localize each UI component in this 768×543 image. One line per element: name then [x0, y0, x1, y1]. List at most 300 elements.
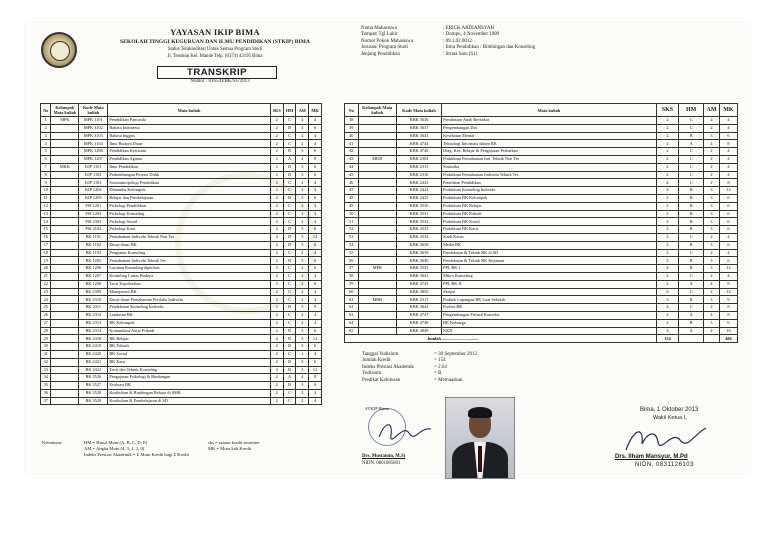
cell-group [51, 382, 79, 390]
cell-no: 30 [41, 343, 51, 351]
cell-sks: 4 [656, 265, 679, 273]
cell-hm: C [283, 132, 296, 140]
cell-mk: 16 [719, 327, 737, 335]
table-row [41, 265, 322, 273]
table-row [41, 124, 322, 132]
student-info-value: : Dompu, 4 November 1989 [443, 32, 500, 38]
cell-no: 14 [41, 218, 51, 226]
cell-name: BK Belajar [108, 335, 271, 343]
cell-code: BK 1102 [79, 241, 108, 249]
table-row [41, 374, 322, 382]
cell-code: KIP 1205 [79, 194, 108, 202]
cell-code: KBK 2317 [396, 296, 441, 304]
cell-am: 2 [296, 132, 309, 140]
cell-hm: C [283, 272, 296, 280]
cell-mk: 6 [309, 163, 322, 171]
cell-am: 2 [296, 187, 309, 195]
cell-hm: C [679, 124, 704, 132]
cell-code: KBK 4747 [396, 311, 441, 319]
cell-am: 3 [704, 296, 720, 304]
cell-hm: C [283, 265, 296, 273]
cell-am: 3 [296, 382, 309, 390]
cell-name: Pemahaman Individu Teknik Tes [108, 257, 271, 265]
header-course: Mata kuliah [442, 104, 657, 117]
cell-no: 59 [345, 280, 359, 288]
cell-am: 3 [296, 257, 309, 265]
cell-hm: B [679, 257, 704, 265]
cell-mk: 8 [309, 374, 322, 382]
cell-am: 3 [704, 187, 720, 195]
cell-am: 3 [704, 194, 720, 202]
header-course: Mata kuliah [108, 104, 271, 117]
cell-am: 3 [296, 358, 309, 366]
cell-group [51, 179, 79, 187]
cell-mk: 8 [719, 179, 737, 187]
cell-sks: 4 [270, 366, 283, 374]
cell-mk: 6 [309, 382, 322, 390]
cell-hm: C [283, 397, 296, 405]
cell-mk: 6 [309, 343, 322, 351]
cell-mk: 6 [719, 319, 737, 327]
cell-hm: B [283, 343, 296, 351]
cell-hm: B [283, 233, 296, 241]
cell-code: MPK 1102 [79, 124, 108, 132]
cell-am: 3 [704, 319, 720, 327]
cell-mk: 6 [719, 132, 737, 140]
cell-mk: 6 [309, 327, 322, 335]
student-info-value: : Strata Satu (S1) [443, 51, 478, 57]
cell-sks: 2 [270, 163, 283, 171]
cell-group [51, 155, 79, 163]
cell-sks: 2 [270, 257, 283, 265]
cell-name: Kurikulum & Bimbingan Belajar di SMK [108, 389, 271, 397]
cell-hm: C [679, 304, 704, 312]
left-signer-title: STKIP Bima [365, 406, 389, 411]
cell-no: 45 [345, 171, 359, 179]
header-sks: SKS [656, 104, 679, 117]
cell-group [51, 194, 79, 202]
table-row [345, 202, 738, 210]
cell-sks: 2 [270, 117, 283, 125]
cell-am: 2 [296, 280, 309, 288]
table-row [41, 117, 322, 125]
header-group: Kelompok Mata kuliah [51, 104, 79, 117]
cell-mk: 4 [309, 311, 322, 319]
cell-code: KIP 1101 [79, 163, 108, 171]
total-label: Jumlah .................................. [345, 335, 657, 343]
cell-code: BK 1101 [79, 233, 108, 241]
cell-hm: C [283, 319, 296, 327]
cell-group [358, 124, 396, 132]
cell-no: 23 [41, 288, 51, 296]
cell-sks: 2 [270, 171, 283, 179]
cell-hm: C [283, 218, 296, 226]
cell-name: Dasar-dasar Pemahaman Perilaku Individu [108, 296, 271, 304]
cell-group [358, 272, 396, 280]
table-row [41, 148, 322, 156]
right-signer-nidn: NIDN. 0831126103 [635, 462, 694, 468]
cell-sks: 2 [656, 210, 679, 218]
cell-hm: B [679, 296, 704, 304]
cell-hm: C [679, 179, 704, 187]
cell-group [51, 187, 79, 195]
cell-no: 50 [345, 210, 359, 218]
cell-hm: C [283, 140, 296, 148]
cell-hm: C [679, 171, 704, 179]
cell-no: 49 [345, 202, 359, 210]
table-row [41, 327, 322, 335]
table-row [41, 311, 322, 319]
cell-am: 3 [296, 241, 309, 249]
table-row [345, 194, 738, 202]
cell-sks: 2 [270, 249, 283, 257]
cell-sks: 2 [270, 350, 283, 358]
table-row [345, 304, 738, 312]
cell-code: BK 2309 [79, 288, 108, 296]
cell-sks: 2 [270, 288, 283, 296]
cell-code: KBK 3535 [396, 265, 441, 273]
cell-no: 29 [41, 335, 51, 343]
cell-hm: A [283, 155, 296, 163]
cell-name: Statistika [442, 163, 657, 171]
cell-am: 2 [296, 202, 309, 210]
cell-no: 60 [345, 288, 359, 296]
cell-code: KBK 3642 [396, 304, 441, 312]
cell-group [51, 210, 79, 218]
table-row [41, 319, 322, 327]
cell-group [51, 350, 79, 358]
table-row [41, 140, 322, 148]
cell-no: 19 [41, 257, 51, 265]
header-no: No [345, 104, 359, 117]
cell-am: 2 [704, 249, 720, 257]
cell-sks: 4 [656, 187, 679, 195]
cell-hm: B [679, 319, 704, 327]
cell-name: BK Sosial [108, 350, 271, 358]
cell-name: Pendidikan Kewiraan [108, 148, 271, 156]
cell-group [358, 226, 396, 234]
cell-name: BK Kelompok [108, 319, 271, 327]
cell-am: 2 [296, 249, 309, 257]
cell-hm: B [679, 226, 704, 234]
cell-am: 3 [704, 257, 720, 265]
cell-sks: 2 [270, 179, 283, 187]
cell-mk: 4 [309, 187, 322, 195]
header-am: AM [296, 104, 309, 117]
cell-code: BK 2313 [79, 319, 108, 327]
cell-name: Psikologi Sosial [108, 218, 271, 226]
legend-item: AM = Angka Mutu (4, 3, 2, 1, 0) [84, 446, 145, 451]
cell-no: 53 [345, 233, 359, 241]
table-row [41, 350, 322, 358]
cell-sks: 2 [270, 296, 283, 304]
cell-sks: 3 [270, 265, 283, 273]
table-row [41, 179, 322, 187]
cell-group [358, 171, 396, 179]
cell-sks: 2 [656, 132, 679, 140]
cell-hm: B [283, 124, 296, 132]
cell-mk: 8 [719, 304, 737, 312]
cell-mk: 4 [719, 272, 737, 280]
summary-label: Indeks Prestasi Akademik [362, 364, 414, 370]
cell-no: 54 [345, 241, 359, 249]
cell-hm: B [283, 171, 296, 179]
cell-name: Praktikum BK Kelompok [442, 194, 657, 202]
table-row [41, 257, 322, 265]
cell-code: KBK 3639 [396, 249, 441, 257]
cell-am: 3 [704, 210, 720, 218]
cell-name: Ilmu Pendidikan [108, 163, 271, 171]
cell-sks: 4 [270, 233, 283, 241]
cell-code: MPK 1101 [79, 117, 108, 125]
table-row [345, 179, 738, 187]
cell-name: Konseling Lintas Budaya [108, 272, 271, 280]
cell-sks: 2 [656, 226, 679, 234]
cell-sks: 2 [270, 343, 283, 351]
table-row [345, 124, 738, 132]
cell-am: 3 [296, 171, 309, 179]
cell-hm: A [679, 140, 704, 148]
school-name: SEKOLAH TINGGI KEGURUAN DAN ILMU PENDIDIKAN (STKIP) BIMA [120, 39, 310, 45]
student-info-label: Nama Mahasiswa [361, 26, 397, 31]
table-row [345, 280, 738, 288]
cell-name: Dasar-dasar BK [108, 241, 271, 249]
table-row [345, 241, 738, 249]
cell-code: KBK 2425 [396, 194, 441, 202]
cell-am: 3 [704, 265, 720, 273]
cell-hm: B [679, 194, 704, 202]
cell-hm: B [283, 358, 296, 366]
cell-group [51, 171, 79, 179]
cell-name: Pendekatan & Teknik BK di SD [442, 249, 657, 257]
cell-code: BK 2311 [79, 304, 108, 312]
table-row [41, 366, 322, 374]
cell-group [358, 241, 396, 249]
cell-hm: C [679, 163, 704, 171]
table-row [345, 249, 738, 257]
cell-sks: 2 [656, 163, 679, 171]
cell-am: 3 [704, 218, 720, 226]
cell-sks: 2 [270, 389, 283, 397]
cell-no: 26 [41, 311, 51, 319]
table-row [345, 132, 738, 140]
cell-code: KBK 3533 [396, 226, 441, 234]
cell-sks: 2 [270, 140, 283, 148]
cell-no: 42 [345, 148, 359, 156]
cell-no: 38 [345, 117, 359, 125]
cell-group [358, 249, 396, 257]
cell-group [358, 327, 396, 335]
cell-group: MPK [51, 117, 79, 125]
table-row [345, 187, 738, 195]
cell-sks: 2 [270, 187, 283, 195]
cell-am: 3 [296, 366, 309, 374]
cell-group [51, 226, 79, 234]
address-line: Jl. Tendean Kel. Mande Telp. (0374) 43195 Bima [167, 54, 263, 59]
cell-hm: B [679, 210, 704, 218]
cell-am: 2 [704, 233, 720, 241]
cell-name: Psikologi Karir [108, 226, 271, 234]
cell-am: 3 [296, 194, 309, 202]
cell-sks: 2 [656, 155, 679, 163]
cell-name: Teknologi Informasi dalam BK [442, 140, 657, 148]
cell-code: KBK 2304 [396, 155, 441, 163]
cell-mk: 6 [309, 358, 322, 366]
cell-no: 34 [41, 374, 51, 382]
cell-name: Dinamika Kelompok [108, 187, 271, 195]
cell-group [358, 319, 396, 327]
cell-name: Teori dan Teknik Konseling [108, 366, 271, 374]
cell-group [51, 202, 79, 210]
cell-no: 40 [345, 132, 359, 140]
cell-hm: A [679, 280, 704, 288]
cell-am: 2 [296, 389, 309, 397]
cell-mk: 6 [309, 194, 322, 202]
cell-mk: 4 [309, 132, 322, 140]
cell-sks: 4 [656, 327, 679, 335]
cell-am: 4 [704, 280, 720, 288]
cell-am: 3 [296, 233, 309, 241]
cell-mk: 4 [719, 171, 737, 179]
cell-name: Praktikum BK Karir [442, 226, 657, 234]
cell-group [51, 280, 79, 288]
cell-no: 65 [345, 327, 359, 335]
cell-am: 3 [296, 124, 309, 132]
cell-hm: B [679, 241, 704, 249]
table-row [345, 327, 738, 335]
accreditation-line: Status Terakreditasi Untuk Semua Program Studi [167, 47, 263, 52]
cell-name: KKN [442, 327, 657, 335]
cell-hm: C [679, 249, 704, 257]
cell-group [51, 366, 79, 374]
cell-no: 64 [345, 319, 359, 327]
cell-no: 43 [345, 155, 359, 163]
cell-am: 2 [296, 265, 309, 273]
cell-group [51, 288, 79, 296]
cell-sks: 2 [270, 218, 283, 226]
cell-no: 10 [41, 187, 51, 195]
table-row [41, 296, 322, 304]
table-row [41, 335, 322, 343]
cell-no: 61 [345, 296, 359, 304]
left-signature-icon [375, 417, 435, 445]
cell-code: KBK 2315 [396, 163, 441, 171]
cell-am: 2 [704, 272, 720, 280]
cell-group [51, 148, 79, 156]
cell-mk: 4 [309, 397, 322, 405]
cell-hm: C [679, 233, 704, 241]
cell-am: 2 [296, 117, 309, 125]
cell-name: Pendekatan & Teknik BK Kejuruan [442, 257, 657, 265]
cell-no: 25 [41, 304, 51, 312]
cell-sks: 3 [270, 280, 283, 288]
cell-am: 3 [704, 202, 720, 210]
cell-hm: C [283, 117, 296, 125]
cell-hm: A [679, 327, 704, 335]
cell-no: 12 [41, 202, 51, 210]
total-mk: 406 [719, 335, 737, 343]
student-info-label: Nomor Pokok Mahasiswa [361, 38, 413, 44]
cell-name: Psikologi Konseling [108, 210, 271, 218]
cell-name: Landasan BK [108, 311, 271, 319]
graduation-summary [362, 352, 477, 384]
cell-name: Sosioantropologi Pendidikan [108, 179, 271, 187]
cell-sks: 2 [270, 272, 283, 280]
legend-item: Indeks Prestasi Akademik = Σ Mutu Kredit bagi Σ Kredit [84, 452, 190, 457]
cell-group [358, 117, 396, 125]
cell-name: Praktikum BK Sosial [442, 218, 657, 226]
cell-group [51, 358, 79, 366]
cell-group: MKB [358, 155, 396, 163]
cell-mk: 8 [719, 280, 737, 288]
cell-mk: 4 [309, 249, 322, 257]
cell-mk: 4 [309, 117, 322, 125]
total-row [345, 335, 738, 343]
cell-am: 3 [296, 304, 309, 312]
cell-hm: B [283, 366, 296, 374]
cell-no: 47 [345, 187, 359, 195]
cell-hm: B [679, 187, 704, 195]
cell-hm: C [679, 155, 704, 163]
cell-code: KIP 1102 [79, 171, 108, 179]
cell-mk: 12 [719, 288, 737, 296]
cell-code: KIP 1103 [79, 179, 108, 187]
cell-mk: 6 [309, 241, 322, 249]
cell-code: BK 3526 [79, 374, 108, 382]
cell-code: MPK 1103 [79, 132, 108, 140]
cell-no: 13 [41, 210, 51, 218]
cell-name: Kurikulum & Pembelajaran di SD [108, 397, 271, 405]
cell-sks: 2 [270, 226, 283, 234]
cell-hm: B [679, 218, 704, 226]
cell-mk: 6 [309, 265, 322, 273]
cell-name: Pengembangan Pribadi Konselor [442, 311, 657, 319]
cell-code: MPK 1104 [79, 140, 108, 148]
cell-am: 3 [296, 148, 309, 156]
cell-am: 2 [296, 296, 309, 304]
table-row [345, 117, 738, 125]
cell-sks: 2 [270, 155, 283, 163]
cell-name: Teori Kepribadian [108, 280, 271, 288]
cell-code: KBK 2424 [396, 187, 441, 195]
cell-group [51, 304, 79, 312]
header-mk: MK [719, 104, 737, 117]
left-signer-nidn: NIDN. 0801085801 [362, 461, 401, 466]
cell-sks: 2 [656, 218, 679, 226]
cell-code: BK 3527 [79, 382, 108, 390]
cell-no: 32 [41, 358, 51, 366]
table-row [345, 257, 738, 265]
cell-name: PPL BK I [442, 265, 657, 273]
student-photo [445, 397, 515, 479]
cell-am: 2 [704, 304, 720, 312]
cell-hm: B [283, 241, 296, 249]
table-row [41, 343, 322, 351]
cell-sks: 4 [270, 335, 283, 343]
cell-name: Media BK [442, 241, 657, 249]
cell-code: BK 3528 [79, 389, 108, 397]
student-info-value: : ERICK ARDIANSYAH [443, 26, 495, 31]
cell-name: Evaluasi BK [108, 382, 271, 390]
cell-group: MPB [358, 265, 396, 273]
cell-group [51, 296, 79, 304]
cell-code: KBK 3534 [396, 233, 441, 241]
cell-group [358, 132, 396, 140]
cell-name: Manajemen BK [108, 288, 271, 296]
cell-sks: 3 [270, 304, 283, 312]
cell-sks: 2 [270, 202, 283, 210]
cell-name: Pembinaan Anak Berbakat [442, 117, 657, 125]
